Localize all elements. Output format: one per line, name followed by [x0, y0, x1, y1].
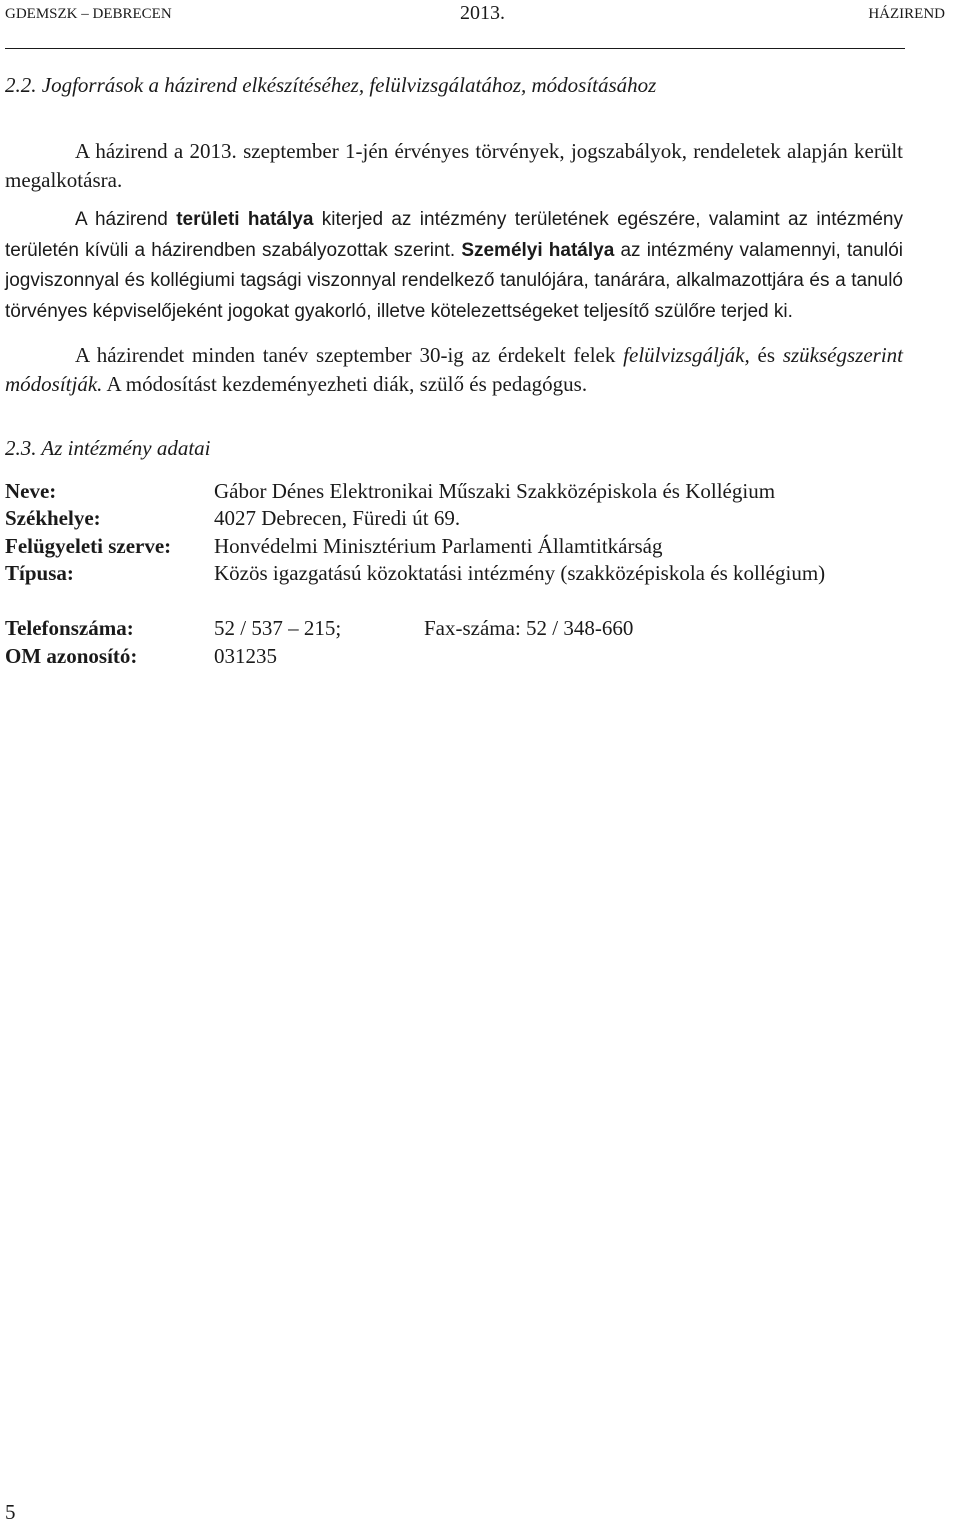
section-2-2-heading: 2.2. Jogforrások a házirend elkészítéséhez, felülvizsgálatához, módosításához — [5, 73, 657, 97]
label-type: Típusa: — [5, 561, 74, 585]
header-title: HÁZIREND — [868, 6, 945, 22]
review-italic-1: felülvizsgálják, — [623, 343, 750, 367]
paragraph-review — [5, 341, 903, 398]
scope-personal-bold: Személyi hatálya — [461, 239, 615, 261]
value-om-id: 031235 — [214, 644, 277, 668]
value-name: Gábor Dénes Elektronikai Műszaki Szakközépiskola és Kollégium — [214, 479, 776, 503]
label-phone: Telefonszáma: — [5, 616, 134, 640]
review-italic-2: szükségszerint módosítják. — [5, 343, 903, 396]
value-type: Közös igazgatású közoktatási intézmény (szakközépiskola és kollégium) — [214, 561, 826, 585]
scope-text-2: kiterjed az intézmény területének egészére, valamint az intézmény területén kívüli a házirendben szabályozottak szerint. — [5, 209, 903, 261]
paragraph-legal-basis: A házirend a 2013. szeptember 1-jén érvényes törvények, jogszabályok, rendeletek alapján került megalkotásra. — [5, 139, 903, 192]
section-2-3-heading: 2.3. Az intézmény adatai — [5, 436, 211, 460]
review-text-3: A módosítást kezdeményezheti diák, szülő és pedagógus. — [102, 371, 588, 396]
review-text-1: A házirendet minden tanév szeptember 30-ig az érdekelt felek — [75, 343, 624, 367]
label-seat: Székhelye: — [5, 506, 101, 530]
label-supervisor: Felügyeleti szerve: — [5, 534, 172, 558]
value-fax: Fax-száma: 52 / 348-660 — [424, 616, 634, 640]
scope-text-1: A házirend — [75, 209, 177, 230]
page-header — [5, 0, 945, 30]
label-om-id: OM azonosító: — [5, 644, 138, 668]
paragraph-scope — [5, 204, 903, 326]
header-year: 2013. — [460, 2, 505, 24]
scope-territorial-bold: területi hatálya — [176, 209, 314, 230]
scope-text-3: az intézmény valamennyi, tanulói jogviszonnyal és kollégiumi tagsági viszonnyal rendelkező tanulójára, tanárára, alkalmazottjára és a tanuló törvényes képviselőjeként jogokat gyakorló, illetve kötelezettségeket teljesítő szülőre terjed ki. — [5, 239, 903, 322]
header-rule — [5, 48, 905, 49]
value-seat: 4027 Debrecen, Füredi út 69. — [214, 506, 461, 530]
page-number: 5 — [5, 1500, 16, 1524]
header-school: GDEMSZK – DEBRECEN — [5, 6, 172, 22]
value-phone: 52 / 537 – 215; — [214, 616, 342, 640]
value-supervisor: Honvédelmi Minisztérium Parlamenti Államtitkárság — [214, 534, 663, 558]
label-name: Neve: — [5, 479, 57, 503]
review-text-2: és — [749, 343, 783, 367]
